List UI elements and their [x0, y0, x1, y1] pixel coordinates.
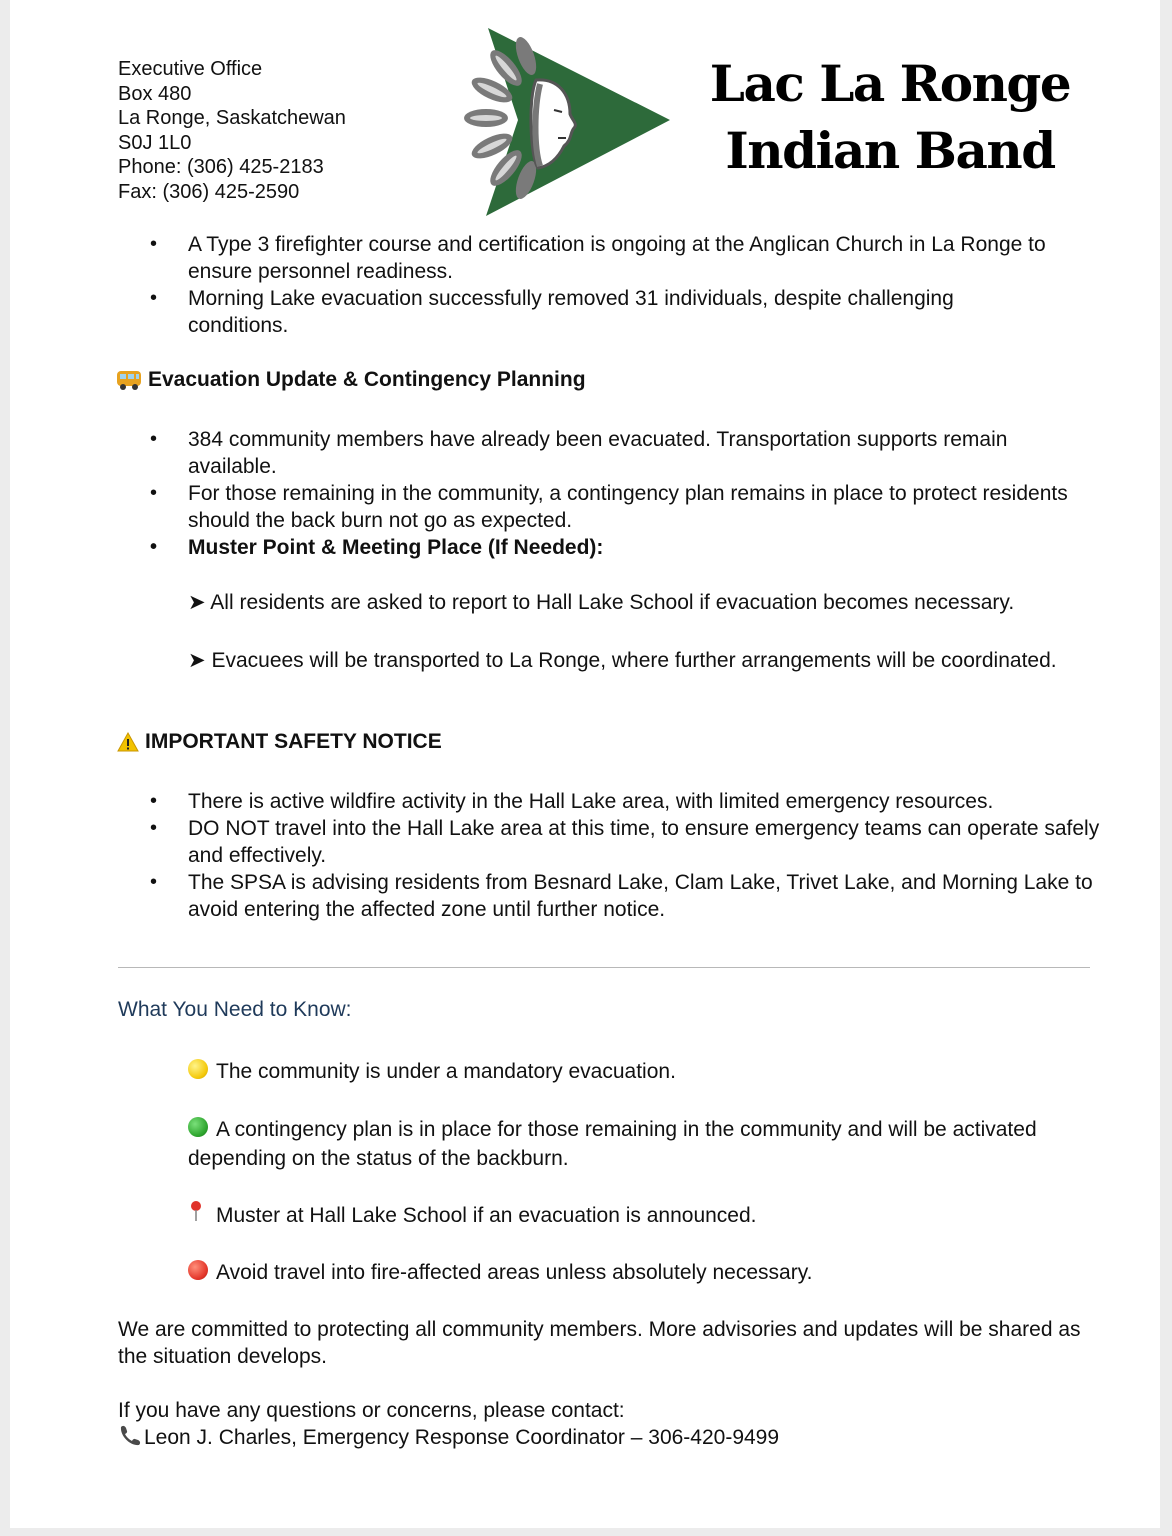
list-item: • Morning Lake evacuation successfully removed 31 individuals, despite challenging conditions.: [150, 285, 1050, 339]
arrow-item-text: All residents are asked to report to Hall Lake School if evacuation becomes necessary.: [210, 591, 1015, 614]
heading-text: Evacuation Update & Contingency Planning: [148, 368, 586, 391]
list-item: • DO NOT travel into the Hall Lake area at this time, to ensure emergency teams can operate safely and effectively.: [150, 815, 1110, 869]
know-item-text: A contingency plan is in place for those remaining in the community and will be activated depending on the status of the backburn.: [188, 1118, 1037, 1170]
know-item-text: Avoid travel into fire-affected areas unless absolutely necessary.: [216, 1261, 813, 1284]
band-logo-icon: [458, 28, 673, 218]
address-line: La Ronge, Saskatchewan: [118, 107, 346, 129]
warning-icon: [117, 732, 139, 752]
intro-bullet-list: [150, 231, 1050, 339]
list-item: • A Type 3 firefighter course and certification is ongoing at the Anglican Church in La Ronge to ensure personnel readiness.: [150, 231, 1050, 285]
section-divider: [118, 967, 1090, 968]
know-item-text: The community is under a mandatory evacuation.: [216, 1060, 676, 1083]
contact-line: [118, 1424, 1093, 1451]
know-item-text: Muster at Hall Lake School if an evacuation is announced.: [216, 1204, 757, 1227]
arrow-item: [188, 589, 1068, 617]
address-line: Fax: (306) 425-2590: [118, 180, 300, 203]
list-item: • 384 community members have already been evacuated. Transportation supports remain available.: [150, 426, 1090, 480]
heading-text: IMPORTANT SAFETY NOTICE: [145, 730, 442, 753]
arrow-icon: ➤: [188, 649, 206, 672]
list-item: • There is active wildfire activity in the Hall Lake area, with limited emergency resources.: [150, 788, 1110, 815]
contact-text: Leon J. Charles, Emergency Response Coordinator – 306-420-9499: [144, 1426, 780, 1449]
safety-bullet-list: [150, 788, 1110, 923]
contact-prompt: If you have any questions or concerns, please contact:: [118, 1399, 625, 1422]
bus-icon: [116, 369, 142, 391]
pin-icon: [188, 1200, 204, 1222]
band-name-line: Indian Band: [725, 121, 1055, 180]
red-circle-icon: [188, 1260, 208, 1280]
address-line: Box 480: [118, 82, 192, 105]
address-block: [118, 57, 346, 204]
green-circle-icon: [188, 1117, 208, 1137]
arrow-item: [188, 647, 1068, 675]
evacuation-bullet-list: [150, 426, 1090, 561]
address-line: Executive Office: [118, 58, 263, 80]
know-item: [188, 1200, 1068, 1230]
list-item: • For those remaining in the community, a contingency plan remains in place to protect residents should the back burn not go as expected.: [150, 480, 1090, 534]
document-page: [10, 0, 1160, 1528]
list-item: • The SPSA is advising residents from Besnard Lake, Clam Lake, Trivet Lake, and Morning Lake to avoid entering the affected zone until further notice.: [150, 869, 1110, 923]
know-item: [188, 1258, 1068, 1287]
band-name: [670, 50, 1110, 184]
list-item: • Muster Point & Meeting Place (If Needed):: [150, 534, 1090, 561]
section-heading-safety: [118, 730, 442, 754]
yellow-circle-icon: [188, 1059, 208, 1079]
closing-paragraph: We are committed to protecting all community members. More advisories and updates will be shared as the situation develops.: [118, 1318, 1081, 1368]
know-heading: What You Need to Know:: [118, 998, 352, 1021]
phone-icon: [118, 1424, 142, 1446]
band-name-line: Lac La Ronge: [709, 54, 1071, 113]
address-line: S0J 1L0: [118, 131, 192, 154]
arrow-icon: ➤: [188, 591, 206, 614]
know-item: [188, 1115, 1068, 1173]
arrow-item-text: Evacuees will be transported to La Ronge, where further arrangements will be coordinated.: [211, 649, 1057, 672]
know-item: [188, 1057, 1068, 1086]
address-line: Phone: (306) 425-2183: [118, 156, 324, 178]
section-heading-evacuation: [118, 368, 586, 392]
